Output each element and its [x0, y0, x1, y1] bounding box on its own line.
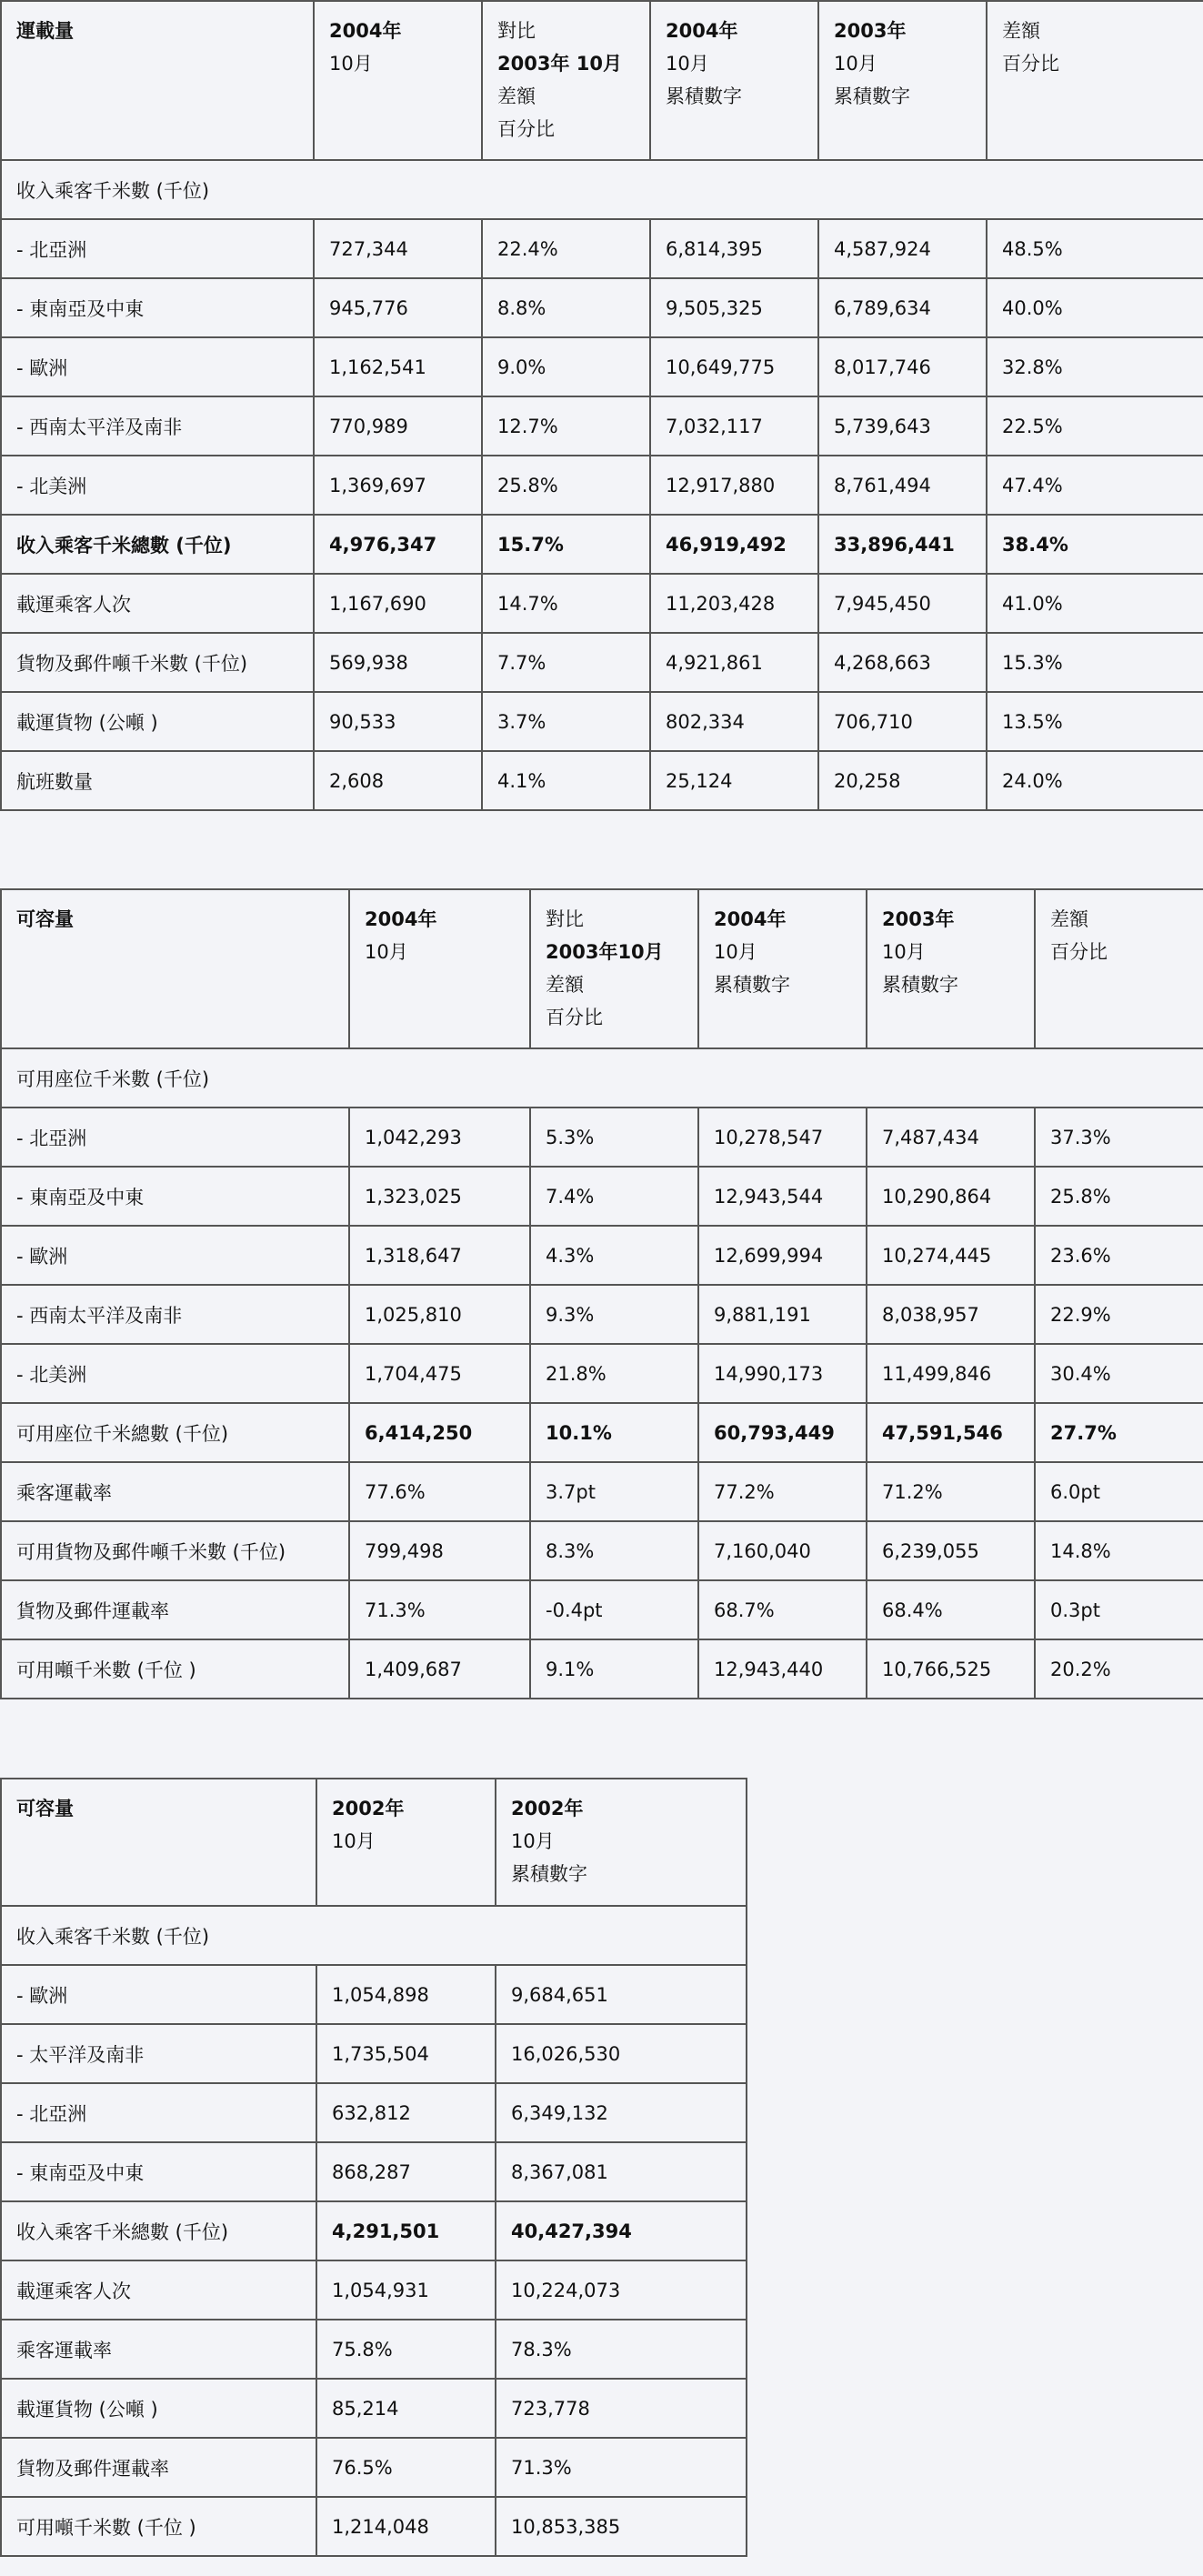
table-cell: 706,710 — [818, 692, 987, 751]
table-row — [1, 2142, 747, 2201]
table-row — [1, 337, 1203, 396]
header-text: 累積數字 — [511, 1863, 587, 1885]
table-header-row — [1, 1, 1203, 160]
header-text: 百分比 — [1050, 941, 1108, 963]
header-text: 差額 — [497, 85, 536, 107]
traffic-table — [0, 0, 1203, 811]
header-text: 百分比 — [1002, 53, 1059, 75]
header-text: 2002年 — [511, 1798, 584, 1819]
header-cell — [316, 1779, 496, 1906]
header-text: 10月 — [365, 941, 408, 963]
row-label: 航班數量 — [1, 751, 314, 810]
table-row — [1, 1462, 1203, 1521]
header-text: 可容量 — [16, 908, 74, 930]
table-cell: 25.8% — [482, 456, 650, 515]
table-cell: 7,945,450 — [818, 574, 987, 633]
row-label: - 西南太平洋及南非 — [1, 1285, 349, 1344]
table-row — [1, 2024, 747, 2083]
capacity-table — [0, 888, 1203, 1699]
table-cell: 16,026,530 — [496, 2024, 747, 2083]
table-cell: 4.3% — [530, 1226, 698, 1285]
header-text: 10月 — [511, 1830, 555, 1852]
table-cell: 11,499,846 — [867, 1344, 1035, 1403]
row-label: - 北亞洲 — [1, 1108, 349, 1167]
table-row — [1, 1521, 1203, 1580]
header-cell — [314, 1, 482, 160]
table-cell: 4,291,501 — [316, 2201, 496, 2260]
table-cell: 10,649,775 — [650, 337, 818, 396]
table-cell: 6,414,250 — [349, 1403, 530, 1462]
header-text: 10月 — [329, 53, 373, 75]
row-label: 乘客運載率 — [1, 1462, 349, 1521]
table-cell: 14,990,173 — [698, 1344, 867, 1403]
header-cell — [650, 1, 818, 160]
table-cell: 1,025,810 — [349, 1285, 530, 1344]
table-cell: 9,505,325 — [650, 278, 818, 337]
table-cell: 723,778 — [496, 2379, 747, 2438]
table-cell: 3.7pt — [530, 1462, 698, 1521]
table-cell: 68.4% — [867, 1580, 1035, 1639]
table-cell: 10,766,525 — [867, 1639, 1035, 1699]
table-header-row — [1, 1779, 747, 1906]
table-cell: 60,793,449 — [698, 1403, 867, 1462]
table-cell: 12,917,880 — [650, 456, 818, 515]
table-cell: 68.7% — [698, 1580, 867, 1639]
table-cell: 4,921,861 — [650, 633, 818, 692]
table-cell: 1,167,690 — [314, 574, 482, 633]
table-cell: 71.3% — [349, 1580, 530, 1639]
row-label: - 北美洲 — [1, 456, 314, 515]
header-cell — [349, 889, 530, 1048]
table-row — [1, 278, 1203, 337]
row-label: - 太平洋及南非 — [1, 2024, 316, 2083]
table-cell: 1,054,931 — [316, 2260, 496, 2320]
table-row — [1, 1344, 1203, 1403]
table-cell: 71.2% — [867, 1462, 1035, 1521]
table-cell: 6,789,634 — [818, 278, 987, 337]
header-text: 10月 — [882, 941, 926, 963]
row-label: 乘客運載率 — [1, 2320, 316, 2379]
header-text: 2004年 — [365, 908, 437, 930]
table-cell: 9.3% — [530, 1285, 698, 1344]
table-cell: 15.7% — [482, 515, 650, 574]
row-label: 貨物及郵件噸千米數 (千位) — [1, 633, 314, 692]
header-text: 百分比 — [497, 118, 555, 140]
table-cell: 7,032,117 — [650, 396, 818, 456]
header-cell — [1, 1779, 316, 1906]
table-cell: 46,919,492 — [650, 515, 818, 574]
table-cell: 33,896,441 — [818, 515, 987, 574]
table-cell: 770,989 — [314, 396, 482, 456]
header-text: 2004年 — [666, 20, 738, 42]
table-cell: 40.0% — [987, 278, 1203, 337]
table-cell: 11,203,428 — [650, 574, 818, 633]
row-label: - 北美洲 — [1, 1344, 349, 1403]
header-text: 10月 — [666, 53, 709, 75]
row-label: 可用座位千米總數 (千位) — [1, 1403, 349, 1462]
row-label: - 西南太平洋及南非 — [1, 396, 314, 456]
table-row — [1, 2379, 747, 2438]
table-cell: 7.4% — [530, 1167, 698, 1226]
header-text: 累積數字 — [666, 85, 742, 107]
header-text: 2003年10月 — [546, 941, 664, 963]
table-cell: 76.5% — [316, 2438, 496, 2497]
table-cell: 12,699,994 — [698, 1226, 867, 1285]
header-cell — [987, 1, 1203, 160]
table-cell: 7.7% — [482, 633, 650, 692]
table-cell: 5,739,643 — [818, 396, 987, 456]
section-label-row — [1, 160, 1203, 219]
table-cell: 23.6% — [1035, 1226, 1203, 1285]
table-cell: 4.1% — [482, 751, 650, 810]
table-cell: 727,344 — [314, 219, 482, 278]
table-cell: 9,684,651 — [496, 1965, 747, 2024]
table-cell: 802,334 — [650, 692, 818, 751]
table-cell: 12.7% — [482, 396, 650, 456]
table-cell: 632,812 — [316, 2083, 496, 2142]
table-cell: 27.7% — [1035, 1403, 1203, 1462]
table-cell: 10,274,445 — [867, 1226, 1035, 1285]
table-cell: 90,533 — [314, 692, 482, 751]
table-cell: 32.8% — [987, 337, 1203, 396]
total-row — [1, 1403, 1203, 1462]
header-text: 累積數字 — [834, 85, 910, 107]
table-cell: 4,976,347 — [314, 515, 482, 574]
table-cell: 4,268,663 — [818, 633, 987, 692]
table-cell: 1,323,025 — [349, 1167, 530, 1226]
table-cell: 5.3% — [530, 1108, 698, 1167]
header-text: 2003年 10月 — [497, 53, 622, 75]
table-cell: 20.2% — [1035, 1639, 1203, 1699]
row-label: - 東南亞及中東 — [1, 278, 314, 337]
row-label: 載運貨物 (公噸 ) — [1, 2379, 316, 2438]
table-cell: 75.8% — [316, 2320, 496, 2379]
header-text: 差額 — [1050, 908, 1088, 930]
table-row — [1, 574, 1203, 633]
header-text: 運載量 — [16, 20, 74, 42]
table-row — [1, 2320, 747, 2379]
header-cell — [818, 1, 987, 160]
table-cell: 40,427,394 — [496, 2201, 747, 2260]
header-text: 2004年 — [329, 20, 402, 42]
table-cell: 6,814,395 — [650, 219, 818, 278]
table-cell: 4,587,924 — [818, 219, 987, 278]
table-cell: 1,369,697 — [314, 456, 482, 515]
header-text: 10月 — [332, 1830, 376, 1852]
row-label: 貨物及郵件運載率 — [1, 2438, 316, 2497]
table-cell: 77.6% — [349, 1462, 530, 1521]
header-text: 10月 — [834, 53, 877, 75]
table-cell: 6.0pt — [1035, 1462, 1203, 1521]
table-row — [1, 2083, 747, 2142]
table-cell: 37.3% — [1035, 1108, 1203, 1167]
header-text: 2003年 — [882, 908, 955, 930]
row-label: 可用貨物及郵件噸千米數 (千位) — [1, 1521, 349, 1580]
table-row — [1, 751, 1203, 810]
header-cell — [1035, 889, 1203, 1048]
table-cell: 25.8% — [1035, 1167, 1203, 1226]
table-cell: 2,608 — [314, 751, 482, 810]
table-cell: 1,214,048 — [316, 2497, 496, 2556]
table-cell: 41.0% — [987, 574, 1203, 633]
section-label: 收入乘客千米數 (千位) — [1, 160, 1203, 219]
row-label: - 歐洲 — [1, 1965, 316, 2024]
table-cell: 1,735,504 — [316, 2024, 496, 2083]
header-text: 2002年 — [332, 1798, 405, 1819]
table-row — [1, 633, 1203, 692]
table-cell: 8.8% — [482, 278, 650, 337]
row-label: - 北亞洲 — [1, 219, 314, 278]
table-cell: 9.1% — [530, 1639, 698, 1699]
row-label: 收入乘客千米總數 (千位) — [1, 515, 314, 574]
table-cell: 8.3% — [530, 1521, 698, 1580]
table-cell: 14.8% — [1035, 1521, 1203, 1580]
header-text: 2003年 — [834, 20, 907, 42]
table-cell: 1,704,475 — [349, 1344, 530, 1403]
table-cell: 12,943,544 — [698, 1167, 867, 1226]
table-cell: 21.8% — [530, 1344, 698, 1403]
table-cell: 47.4% — [987, 456, 1203, 515]
table-cell: 7,487,434 — [867, 1108, 1035, 1167]
header-cell — [482, 1, 650, 160]
table-cell: 48.5% — [987, 219, 1203, 278]
table-cell: 24.0% — [987, 751, 1203, 810]
row-label: 貨物及郵件運載率 — [1, 1580, 349, 1639]
table-row — [1, 1580, 1203, 1639]
row-label: - 北亞洲 — [1, 2083, 316, 2142]
table-cell: 1,042,293 — [349, 1108, 530, 1167]
table-row — [1, 2438, 747, 2497]
header-text: 百分比 — [546, 1007, 603, 1028]
table-cell: 25,124 — [650, 751, 818, 810]
table-cell: 47,591,546 — [867, 1403, 1035, 1462]
table-cell: 85,214 — [316, 2379, 496, 2438]
table-cell: 77.2% — [698, 1462, 867, 1521]
header-text: 差額 — [1002, 20, 1040, 42]
table-cell: 1,054,898 — [316, 1965, 496, 2024]
table-cell: 10,278,547 — [698, 1108, 867, 1167]
row-label: - 歐洲 — [1, 1226, 349, 1285]
table-cell: 30.4% — [1035, 1344, 1203, 1403]
table-row — [1, 1167, 1203, 1226]
table-cell: 8,761,494 — [818, 456, 987, 515]
row-label: 可用噸千米數 (千位 ) — [1, 2497, 316, 2556]
table-cell: -0.4pt — [530, 1580, 698, 1639]
row-label: 載運貨物 (公噸 ) — [1, 692, 314, 751]
section-label: 可用座位千米數 (千位) — [1, 1048, 1203, 1108]
table-cell: 799,498 — [349, 1521, 530, 1580]
table-cell: 9,881,191 — [698, 1285, 867, 1344]
table-row — [1, 1965, 747, 2024]
table-row — [1, 456, 1203, 515]
table-cell: 8,038,957 — [867, 1285, 1035, 1344]
table-cell: 8,017,746 — [818, 337, 987, 396]
table-cell: 22.4% — [482, 219, 650, 278]
header-cell — [698, 889, 867, 1048]
header-text: 累積數字 — [714, 974, 790, 996]
table-cell: 9.0% — [482, 337, 650, 396]
table-cell: 1,318,647 — [349, 1226, 530, 1285]
section-label-row — [1, 1906, 747, 1965]
table-cell: 6,349,132 — [496, 2083, 747, 2142]
table-cell: 10,290,864 — [867, 1167, 1035, 1226]
row-label: - 東南亞及中東 — [1, 2142, 316, 2201]
row-label: 收入乘客千米總數 (千位) — [1, 2201, 316, 2260]
table-row — [1, 1226, 1203, 1285]
row-label: 載運乘客人次 — [1, 2260, 316, 2320]
table-row — [1, 1108, 1203, 1167]
table-cell: 20,258 — [818, 751, 987, 810]
header-text: 累積數字 — [882, 974, 958, 996]
total-row — [1, 2201, 747, 2260]
section-label: 收入乘客千米數 (千位) — [1, 1906, 747, 1965]
header-cell — [496, 1779, 747, 1906]
table-cell: 14.7% — [482, 574, 650, 633]
header-text: 可容量 — [16, 1798, 74, 1819]
table-cell: 6,239,055 — [867, 1521, 1035, 1580]
header-cell — [530, 889, 698, 1048]
table-cell: 15.3% — [987, 633, 1203, 692]
table-cell: 10,853,385 — [496, 2497, 747, 2556]
table-row — [1, 2260, 747, 2320]
table-cell: 569,938 — [314, 633, 482, 692]
table-header-row — [1, 889, 1203, 1048]
table-cell: 10,224,073 — [496, 2260, 747, 2320]
table-cell: 1,162,541 — [314, 337, 482, 396]
table-cell: 13.5% — [987, 692, 1203, 751]
table-cell: 3.7% — [482, 692, 650, 751]
table-cell: 10.1% — [530, 1403, 698, 1462]
table-cell: 78.3% — [496, 2320, 747, 2379]
row-label: - 東南亞及中東 — [1, 1167, 349, 1226]
row-label: - 歐洲 — [1, 337, 314, 396]
table-cell: 71.3% — [496, 2438, 747, 2497]
table-cell: 945,776 — [314, 278, 482, 337]
header-text: 差額 — [546, 974, 584, 996]
header-cell — [1, 1, 314, 160]
header-cell — [867, 889, 1035, 1048]
table-cell: 22.5% — [987, 396, 1203, 456]
table-cell: 7,160,040 — [698, 1521, 867, 1580]
table-cell: 22.9% — [1035, 1285, 1203, 1344]
table-cell: 12,943,440 — [698, 1639, 867, 1699]
table-row — [1, 2497, 747, 2556]
header-cell — [1, 889, 349, 1048]
header-text: 對比 — [546, 908, 584, 930]
table-row — [1, 692, 1203, 751]
capacity-2002-table — [0, 1778, 747, 2557]
table-row — [1, 219, 1203, 278]
table-cell: 8,367,081 — [496, 2142, 747, 2201]
header-text: 2004年 — [714, 908, 787, 930]
table-cell: 0.3pt — [1035, 1580, 1203, 1639]
table-row — [1, 396, 1203, 456]
total-row — [1, 515, 1203, 574]
header-text: 10月 — [714, 941, 757, 963]
row-label: 可用噸千米數 (千位 ) — [1, 1639, 349, 1699]
row-label: 載運乘客人次 — [1, 574, 314, 633]
table-row — [1, 1639, 1203, 1699]
table-cell: 1,409,687 — [349, 1639, 530, 1699]
table-cell: 38.4% — [987, 515, 1203, 574]
table-cell: 868,287 — [316, 2142, 496, 2201]
table-row — [1, 1285, 1203, 1344]
header-text: 對比 — [497, 20, 536, 42]
section-label-row — [1, 1048, 1203, 1108]
